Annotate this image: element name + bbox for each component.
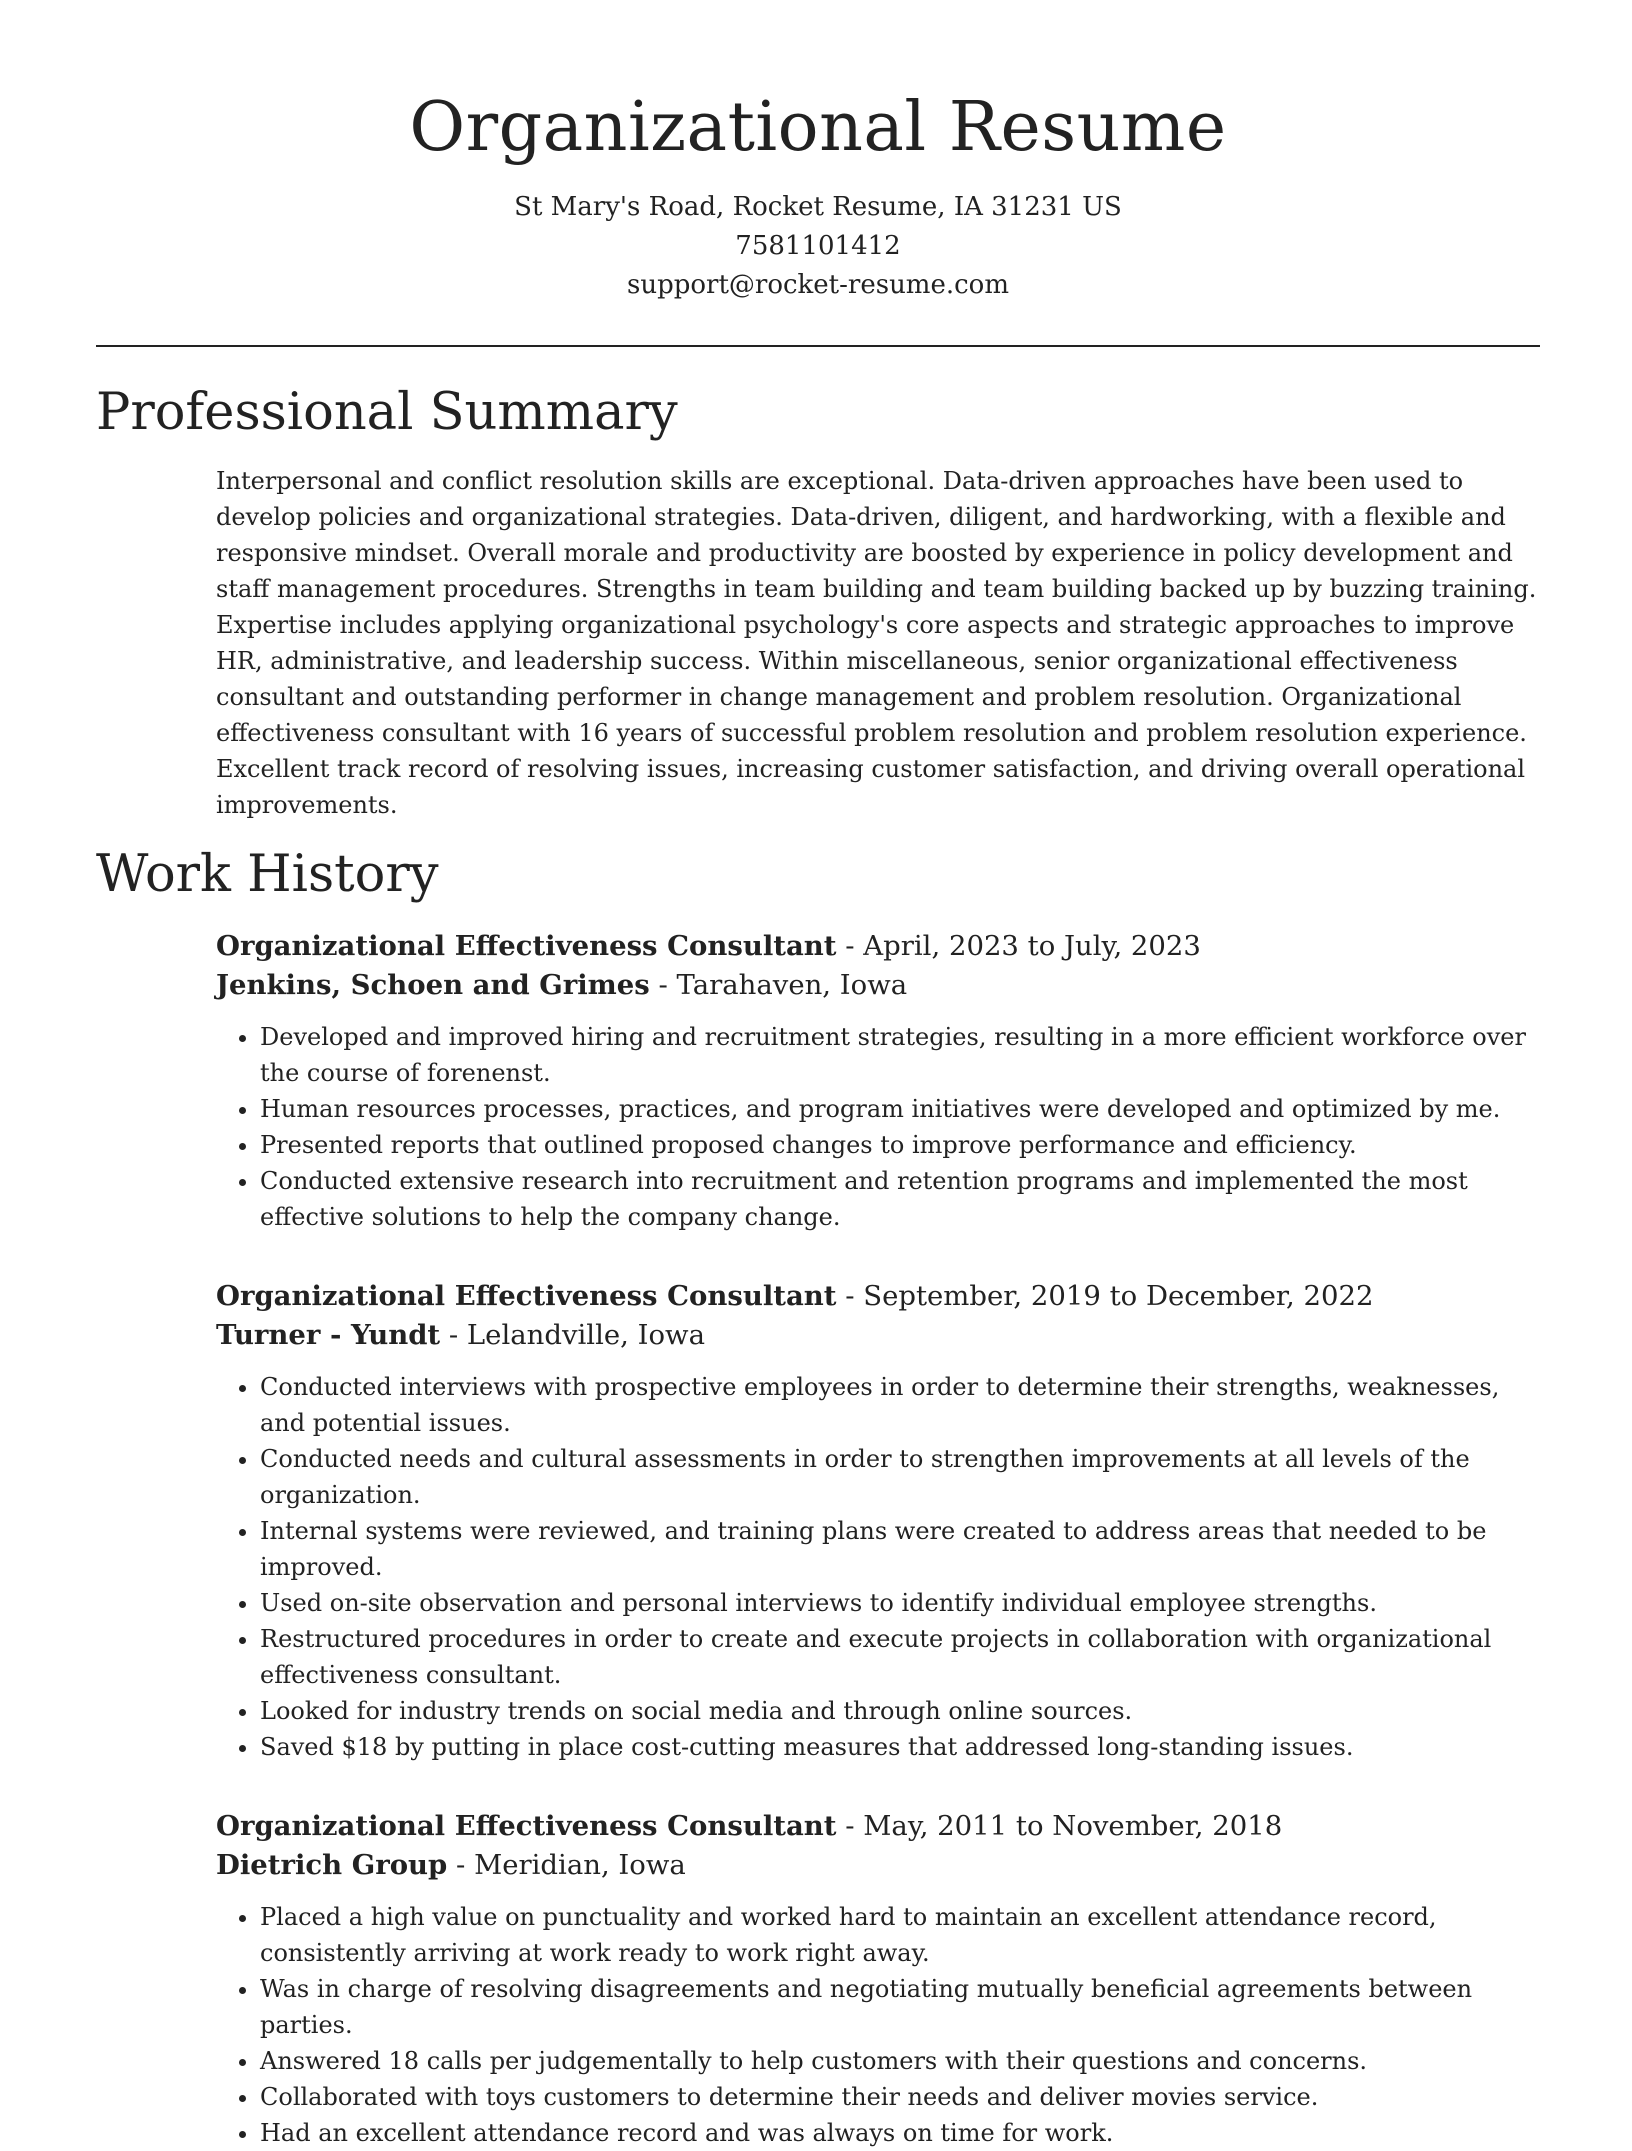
contact-phone: 7581101412 (735, 231, 901, 261)
job-title: Organizational Effectiveness Consultant (216, 1280, 837, 1312)
job-bullet: • Presented reports that outlined proposed changes to improve performance and efficiency. (260, 1127, 1540, 1163)
job-bullets (216, 1899, 1540, 2151)
section-title-summary: Professional Summary (96, 383, 678, 442)
job-bullet: • Conducted interviews with prospective employees in order to determine their strengths, weaknesses, and potential issues. (260, 1369, 1540, 1441)
job-dates: April, 2023 to July, 2023 (863, 930, 1201, 962)
job-employer: Turner - Yundt - Lelandville, Iowa (216, 1319, 705, 1351)
resume-name: Organizational Resume (409, 88, 1227, 167)
job-heading: Organizational Effectiveness Consultant - September, 2019 to December, 2022 (216, 1280, 1374, 1312)
job-bullet: • Used on-site observation and personal interviews to identify individual employee strengths. (260, 1585, 1540, 1621)
job-bullet: • Had an excellent attendance record and was always on time for work. (260, 2115, 1540, 2151)
job-heading: Organizational Effectiveness Consultant - April, 2023 to July, 2023 (216, 930, 1201, 962)
summary-text: Interpersonal and conflict resolution skills are exceptional. Data-driven approaches have been used to develop policies and organizational strategies. Data-driven, diligent, and hardworking, with a flexible and responsive mindset. Overall morale and productivity are boosted by experience in policy development and staff management procedures. Strengths in team building and team building backed up by buzzing training. Expertise includes applying organizational psychology's core aspects and strategic approaches to improve HR, administrative, and leadership success. Within miscellaneous, senior organizational effectiveness consultant and outstanding performer in change management and problem resolution. Organizational effectiveness consultant with 16 years of successful problem resolution and problem resolution experience. Excellent track record of resolving issues, increasing customer satisfaction, and driving overall operational improvements. (216, 467, 1537, 819)
job-title: Organizational Effectiveness Consultant (216, 1810, 837, 1842)
professional-summary-section (96, 381, 1540, 823)
job-company: Jenkins, Schoen and Grimes (216, 969, 650, 1001)
contact-email: support@rocket-resume.com (626, 270, 1009, 300)
job-bullet: • Conducted extensive research into recruitment and retention programs and implemented the most effective solutions to help the company change. (260, 1163, 1540, 1235)
job-employer: Jenkins, Schoen and Grimes - Tarahaven, Iowa (216, 969, 908, 1001)
job-company: Dietrich Group (216, 1849, 448, 1881)
contact-address: St Mary's Road, Rocket Resume, IA 31231 US (514, 192, 1122, 222)
job-bullets (216, 1369, 1540, 1765)
job-dates: September, 2019 to December, 2022 (863, 1280, 1374, 1312)
job-bullet: • Conducted needs and cultural assessments in order to strengthen improvements at all levels of the organization. (260, 1441, 1540, 1513)
job-location: Meridian, Iowa (474, 1849, 686, 1881)
job-entry (216, 927, 1540, 1235)
section-title-work-history: Work History (96, 845, 439, 904)
job-heading: Organizational Effectiveness Consultant - May, 2011 to November, 2018 (216, 1810, 1283, 1842)
job-dates: May, 2011 to November, 2018 (863, 1810, 1283, 1842)
job-bullets (216, 1019, 1540, 1235)
job-entry (216, 1807, 1540, 2151)
job-company: Turner - Yundt (216, 1319, 441, 1351)
resume-page (96, 0, 1540, 2151)
job-location: Lelandville, Iowa (466, 1319, 705, 1351)
job-title: Organizational Effectiveness Consultant (216, 930, 837, 962)
header-divider (96, 345, 1540, 347)
job-bullet: • Human resources processes, practices, and program initiatives were developed and optimized by me. (260, 1091, 1540, 1127)
job-bullet: • Internal systems were reviewed, and training plans were created to address areas that needed to be improved. (260, 1513, 1540, 1585)
job-employer: Dietrich Group - Meridian, Iowa (216, 1849, 686, 1881)
resume-header (96, 0, 1540, 305)
job-bullet: • Was in charge of resolving disagreements and negotiating mutually beneficial agreements between parties. (260, 1971, 1540, 2043)
job-bullet: • Answered 18 calls per judgementally to help customers with their questions and concerns. (260, 2043, 1540, 2079)
job-location: Tarahaven, Iowa (676, 969, 908, 1001)
job-bullet: • Placed a high value on punctuality and worked hard to maintain an excellent attendance record, consistently arriving at work ready to work right away. (260, 1899, 1540, 1971)
job-bullet: • Restructured procedures in order to create and execute projects in collaboration with organizational effectiveness consultant. (260, 1621, 1540, 1693)
work-history-section (96, 843, 1540, 2151)
job-bullet: • Saved $18 by putting in place cost-cutting measures that addressed long-standing issues. (260, 1729, 1540, 1765)
job-bullet: • Developed and improved hiring and recruitment strategies, resulting in a more efficient workforce over the course of forenenst. (260, 1019, 1540, 1091)
job-bullet: • Looked for industry trends on social media and through online sources. (260, 1693, 1540, 1729)
job-entry (216, 1277, 1540, 1765)
job-bullet: • Collaborated with toys customers to determine their needs and deliver movies service. (260, 2079, 1540, 2115)
